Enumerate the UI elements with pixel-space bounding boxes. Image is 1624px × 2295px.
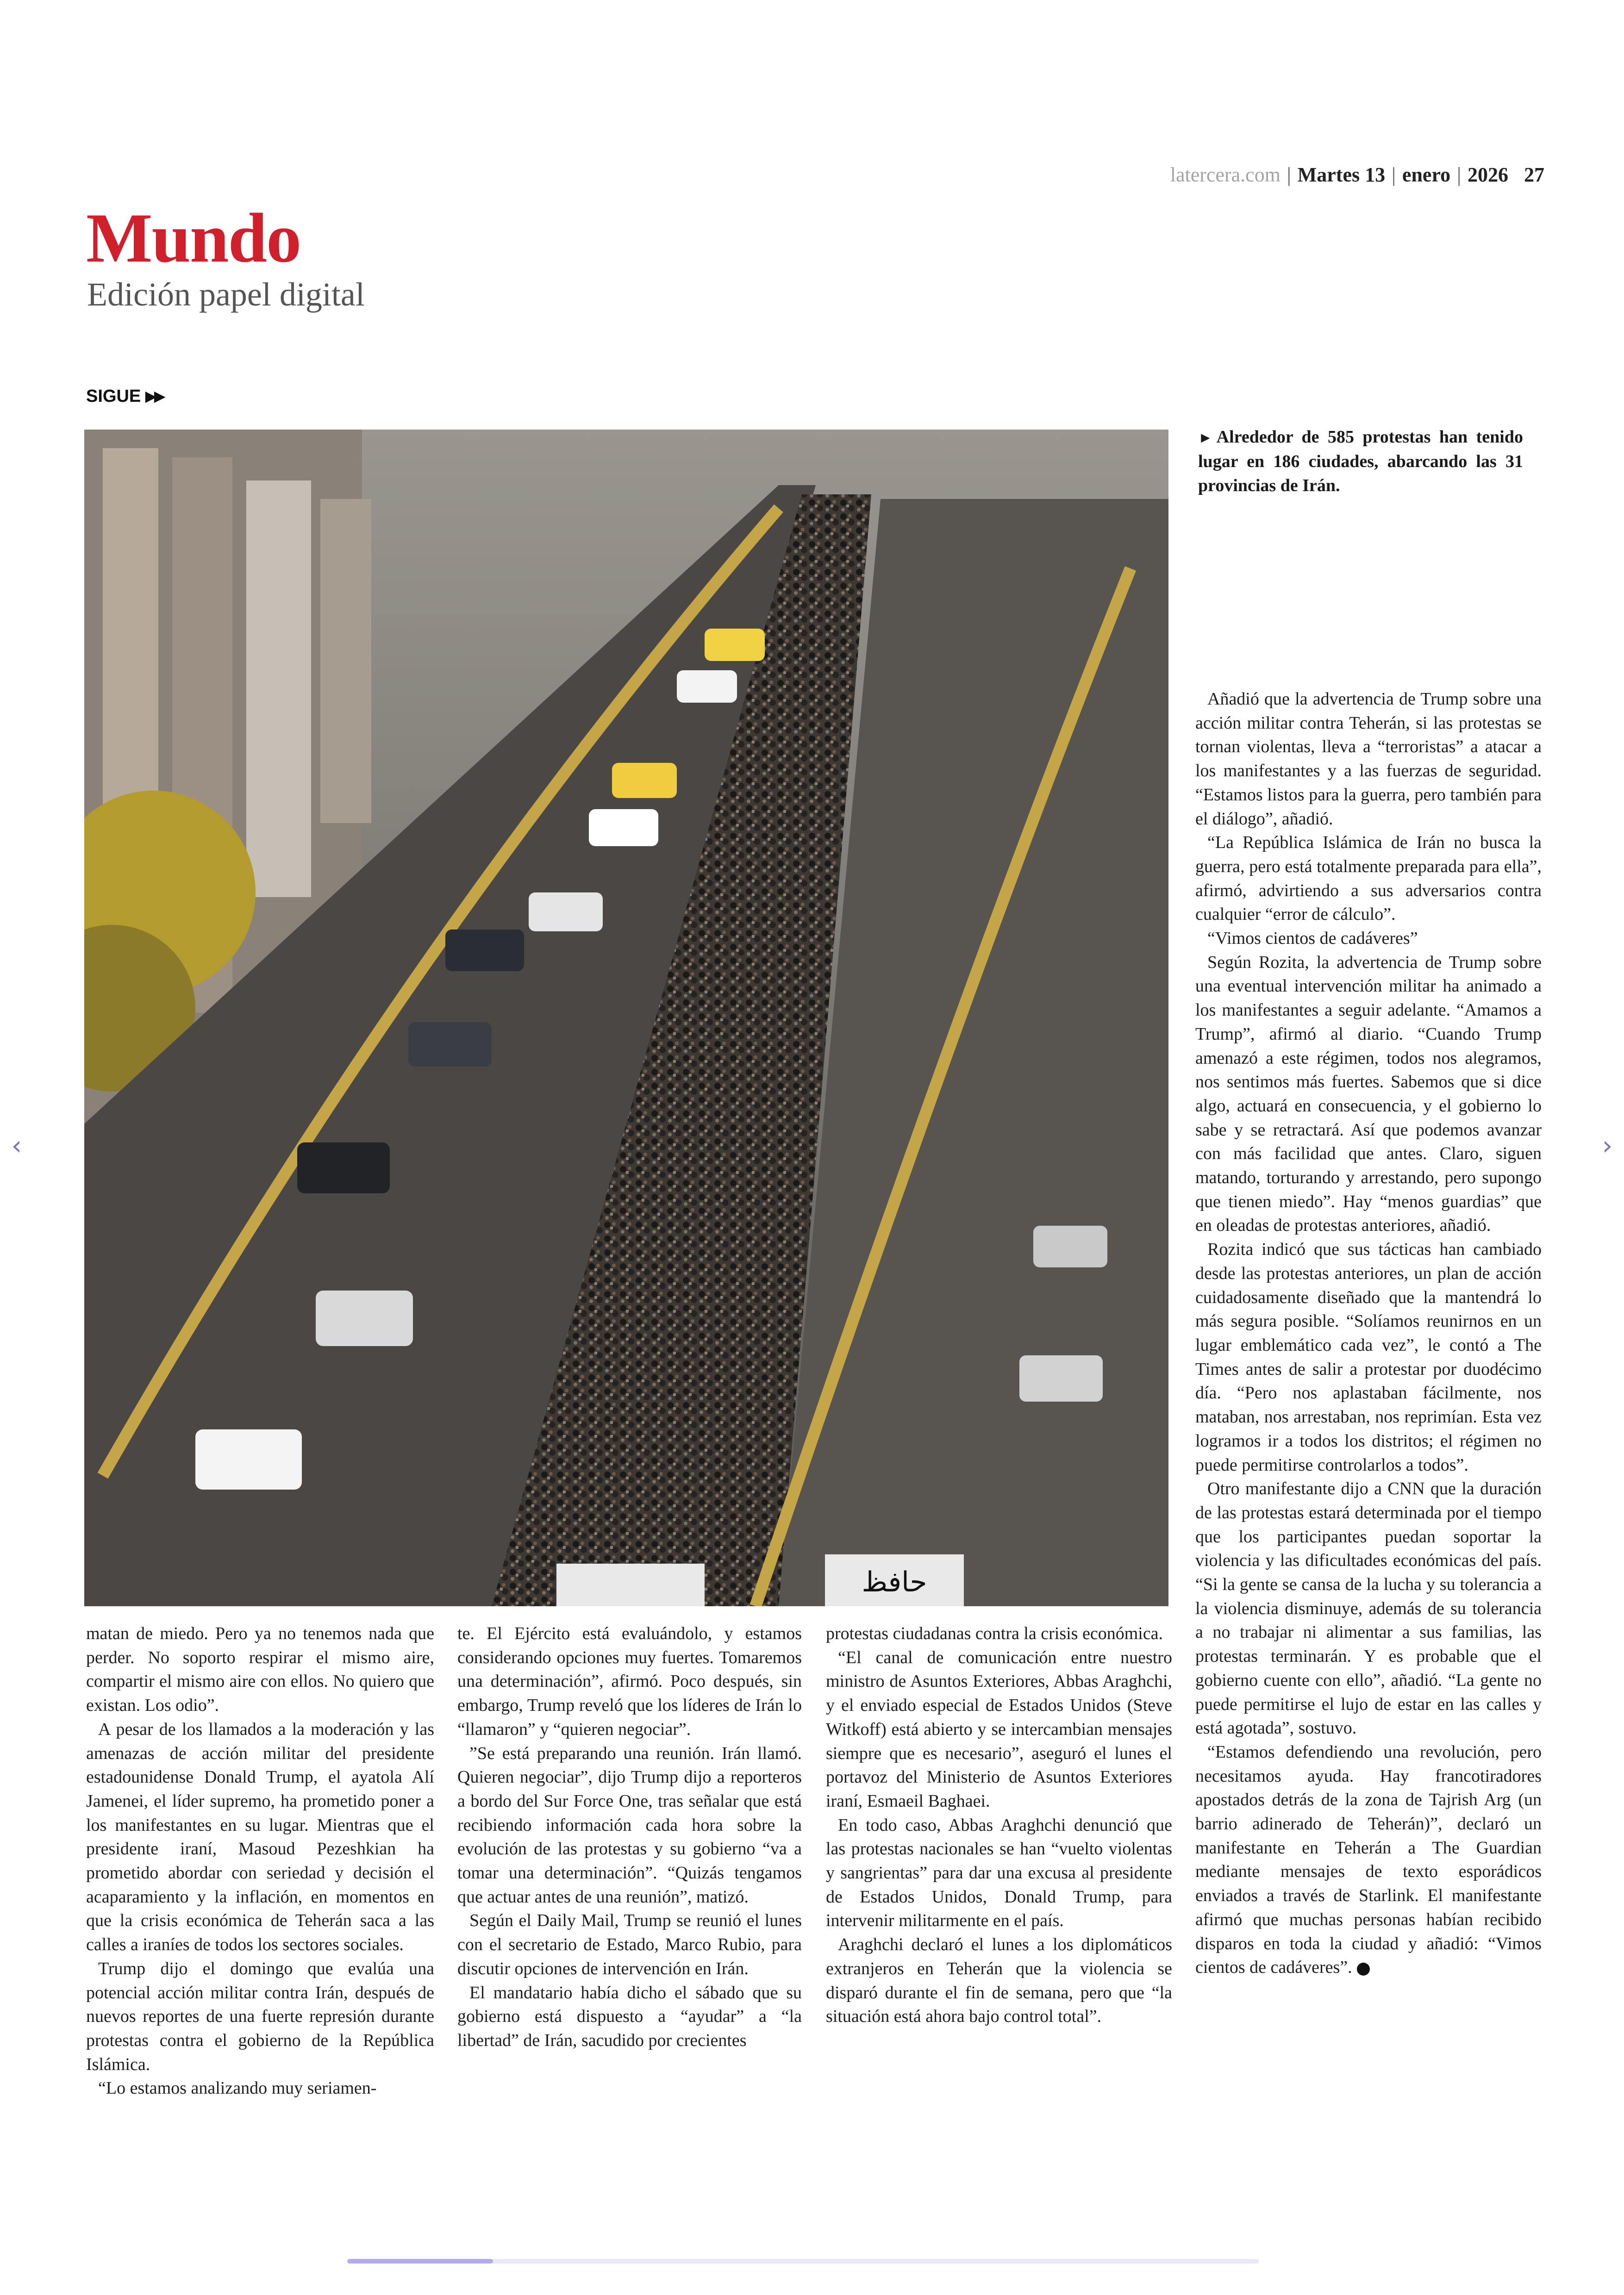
paragraph: Según Rozita, la advertencia de Trump sobre una eventual intervención militar ha animado a los manifestantes a seguir adelante. “Amamos a Trump”, afirmó al diario. “Cuando Trump amenazó a este régimen, todos nos alegramos, nos sentimos más fuertes. Sabemos que si dice algo, actuará en consecuencia, y el gobierno lo sabe y se retractará. Así que podemos avanzar con más facilidad que antes. Claro, siguen matando, torturando y arrestando, pero supongo que tienen miedo”. Hay “menos guardias” que en oleadas de protestas anteriores, añadió. [1195,952,1542,1235]
paragraph: Rozita indicó que sus tácticas han cambiado desde las protestas anteriores, un plan de acción cuidadosamente diseñado que la mantendrá lo más segura posible. “Solíamos reunirnos en un lugar emblemático cada vez”, le contó a The Times antes de salir a protestar por duodécimo día. “Pero nos aplastaban fácilmente, nos mataban, nos arrestaban, nos reprimían. Esta vez logramos ir a todos los distritos; el régimen no puede permitirse controlarlos a todos”. [1195,1240,1542,1475]
masthead-separator: | [1287,163,1291,186]
previous-page-button[interactable]: ‹ [11,1130,22,1161]
paragraph-final [1195,1740,1542,1980]
masthead-day: Martes 13 [1297,163,1386,186]
protest-photo [84,430,1168,1606]
end-of-article-icon [1357,1963,1370,1976]
paragraph: ”Se está preparando una reunión. Irán llamó. Quieren negociar”, dijo Trump dijo a reporteros a bordo del Sur Force One, tras señalar que está recibiendo información cada hora sobre la evolución de las protestas y su gobierno “va a tomar una determinación”. “Quizás tengamos que actuar antes de una reunión”, matizó. [457,1743,802,1907]
paragraph: Otro manifestante dijo a CNN que la duración de las protestas estará determinada por el tiempo que los participantes puedan soportar la violencia y las dificultades económicas del país. “Si la gente se cansa de la lucha y su tolerancia a la violencia disminuye, además de su tolerancia a no trabajar ni alimentar a sus familias, las protestas terminarán. Y es probable que el gobierno cuente con ello”, añadió. “La gente no puede permitirse el lujo de estar en las calles y está agotada”, sostuvo. [1195,1479,1542,1738]
paragraph: A pesar de los llamados a la moderación y las amenazas de acción militar del presidente estadounidense Donald Trump, el ayatola Alí Jamenei, el líder supremo, ha prometido poner a los manifestantes en su lugar. Mientras que el presidente iraní, Masoud Pezeshkian ha prometido abordar con seriedad y decisión el acaparamiento y la inflación, en momentos en que la crisis económica de Teherán saca a las calles a iraníes de todos los sectores sociales. [86,1719,434,1955]
continued-label: SIGUE [86,387,141,406]
continued-arrows-icon: ▶▶ [145,389,163,404]
paragraph: Según el Daily Mail, Trump se reunió el lunes con el secretario de Estado, Marco Rubio, para discutir opciones de intervención en Irán. [457,1911,802,1978]
masthead-site: latercera.com [1170,163,1280,186]
street-sign-text: حافظ [862,1566,927,1598]
masthead-year: 2026 [1468,163,1508,186]
section-subtitle: Edición papel digital [87,276,365,313]
paragraph: El mandatario había dicho el sábado que su gobierno está dispuesto a “ayudar” a “la libertad” de Irán, sacudido por crecientes [457,1983,802,2050]
protest-photo-illustration [84,430,1168,1606]
next-page-button[interactable]: › [1602,1130,1613,1161]
article-column-1 [86,1622,434,2101]
caption-marker-icon: ► [1198,429,1213,446]
section-title: Mundo [86,199,301,277]
caption-text: Alrededor de 585 protestas han tenido lugar en 186 ciudades, abarcando las 31 provincias de Irán. [1198,427,1523,495]
paragraph: Araghchi declaró el lunes a los diplomáticos extranjeros en Teherán que la violencia se disparó durante el fin de semana, pero que “la situación está ahora bajo control total”. [826,1935,1172,2027]
paragraph-final-text: “Estamos defendiendo una revolución, pero necesitamos ayuda. Hay francotiradores apostados detrás de la zona de Tajrish Arg (un barrio adinerado de Teherán)”, declaró un manifestante en Teherán a The Guardian mediante mensajes de texto esporádicos enviados a través de Starlink. El manifestante afirmó que muchas personas habían recibido disparos en toda la ciudad y añadió: “Vimos cientos de cadáveres”. [1195,1742,1542,1977]
reading-progress-fill [347,2259,493,2264]
paragraph: matan de miedo. Pero ya no tenemos nada que perder. No soporto respirar el mismo aire, compartir el mismo aire con ellos. No quiero que existan. Los odio”. [86,1624,434,1715]
page-number: 27 [1524,163,1544,186]
paragraph: te. El Ejército está evaluándolo, y estamos considerando opciones muy fuertes. Tomaremos una determinación”, afirmó. Poco después, sin embargo, Trump reveló que los líderes de Irán lo “llamaron” y “quieren negociar”. [457,1624,802,1739]
subheading: “Vimos cientos de cadáveres” [1207,929,1418,948]
masthead [1170,163,1544,187]
continued-marker [86,387,163,406]
photo-caption [1198,425,1523,498]
masthead-month: enero [1402,163,1451,186]
paragraph: En todo caso, Abbas Araghchi denunció que las protestas nacionales se han “vuelto violentas y sangrientas” para dar una excusa al presidente de Estados Unidos, Donald Trump, para intervenir militarmente en el país. [826,1815,1172,1931]
article-column-4 [1195,687,1542,1980]
masthead-separator: | [1457,163,1461,186]
masthead-separator: | [1392,163,1396,186]
article-column-3 [826,1622,1172,2029]
paragraph: Trump dijo el domingo que evalúa una potencial acción militar contra Irán, después de nuevos reportes de una fuerte represión durante protestas contra el gobierno de la República Islámica. [86,1958,434,2074]
paragraph: Añadió que la advertencia de Trump sobre una acción militar contra Teherán, si las protestas se tornan violentas, lleva a “terroristas” a atacar a los manifestantes y a las fuerzas de seguridad. “Estamos listos para la guerra, pero también para el diálogo”, añadió. [1195,689,1542,829]
article-column-2 [457,1622,802,2053]
paragraph: “El canal de comunicación entre nuestro ministro de Asuntos Exteriores, Abbas Araghchi, y el enviado especial de Estados Unidos (Steve Witkoff) está abierto y se intercambian mensajes siempre que es necesario”, aseguró el lunes el portavoz del Ministerio de Asuntos Exteriores iraní, Esmaeil Baghaei. [826,1647,1172,1811]
paragraph: protestas ciudadanas contra la crisis económica. [826,1624,1163,1643]
paragraph: “La República Islámica de Irán no busca la guerra, pero está totalmente preparada para ella”, afirmó, advirtiendo a sus adversarios contra cualquier “error de cálculo”. [1195,833,1542,924]
reading-progress-bar[interactable] [347,2259,1259,2264]
paragraph: “Lo estamos analizando muy seriamen- [98,2078,377,2098]
